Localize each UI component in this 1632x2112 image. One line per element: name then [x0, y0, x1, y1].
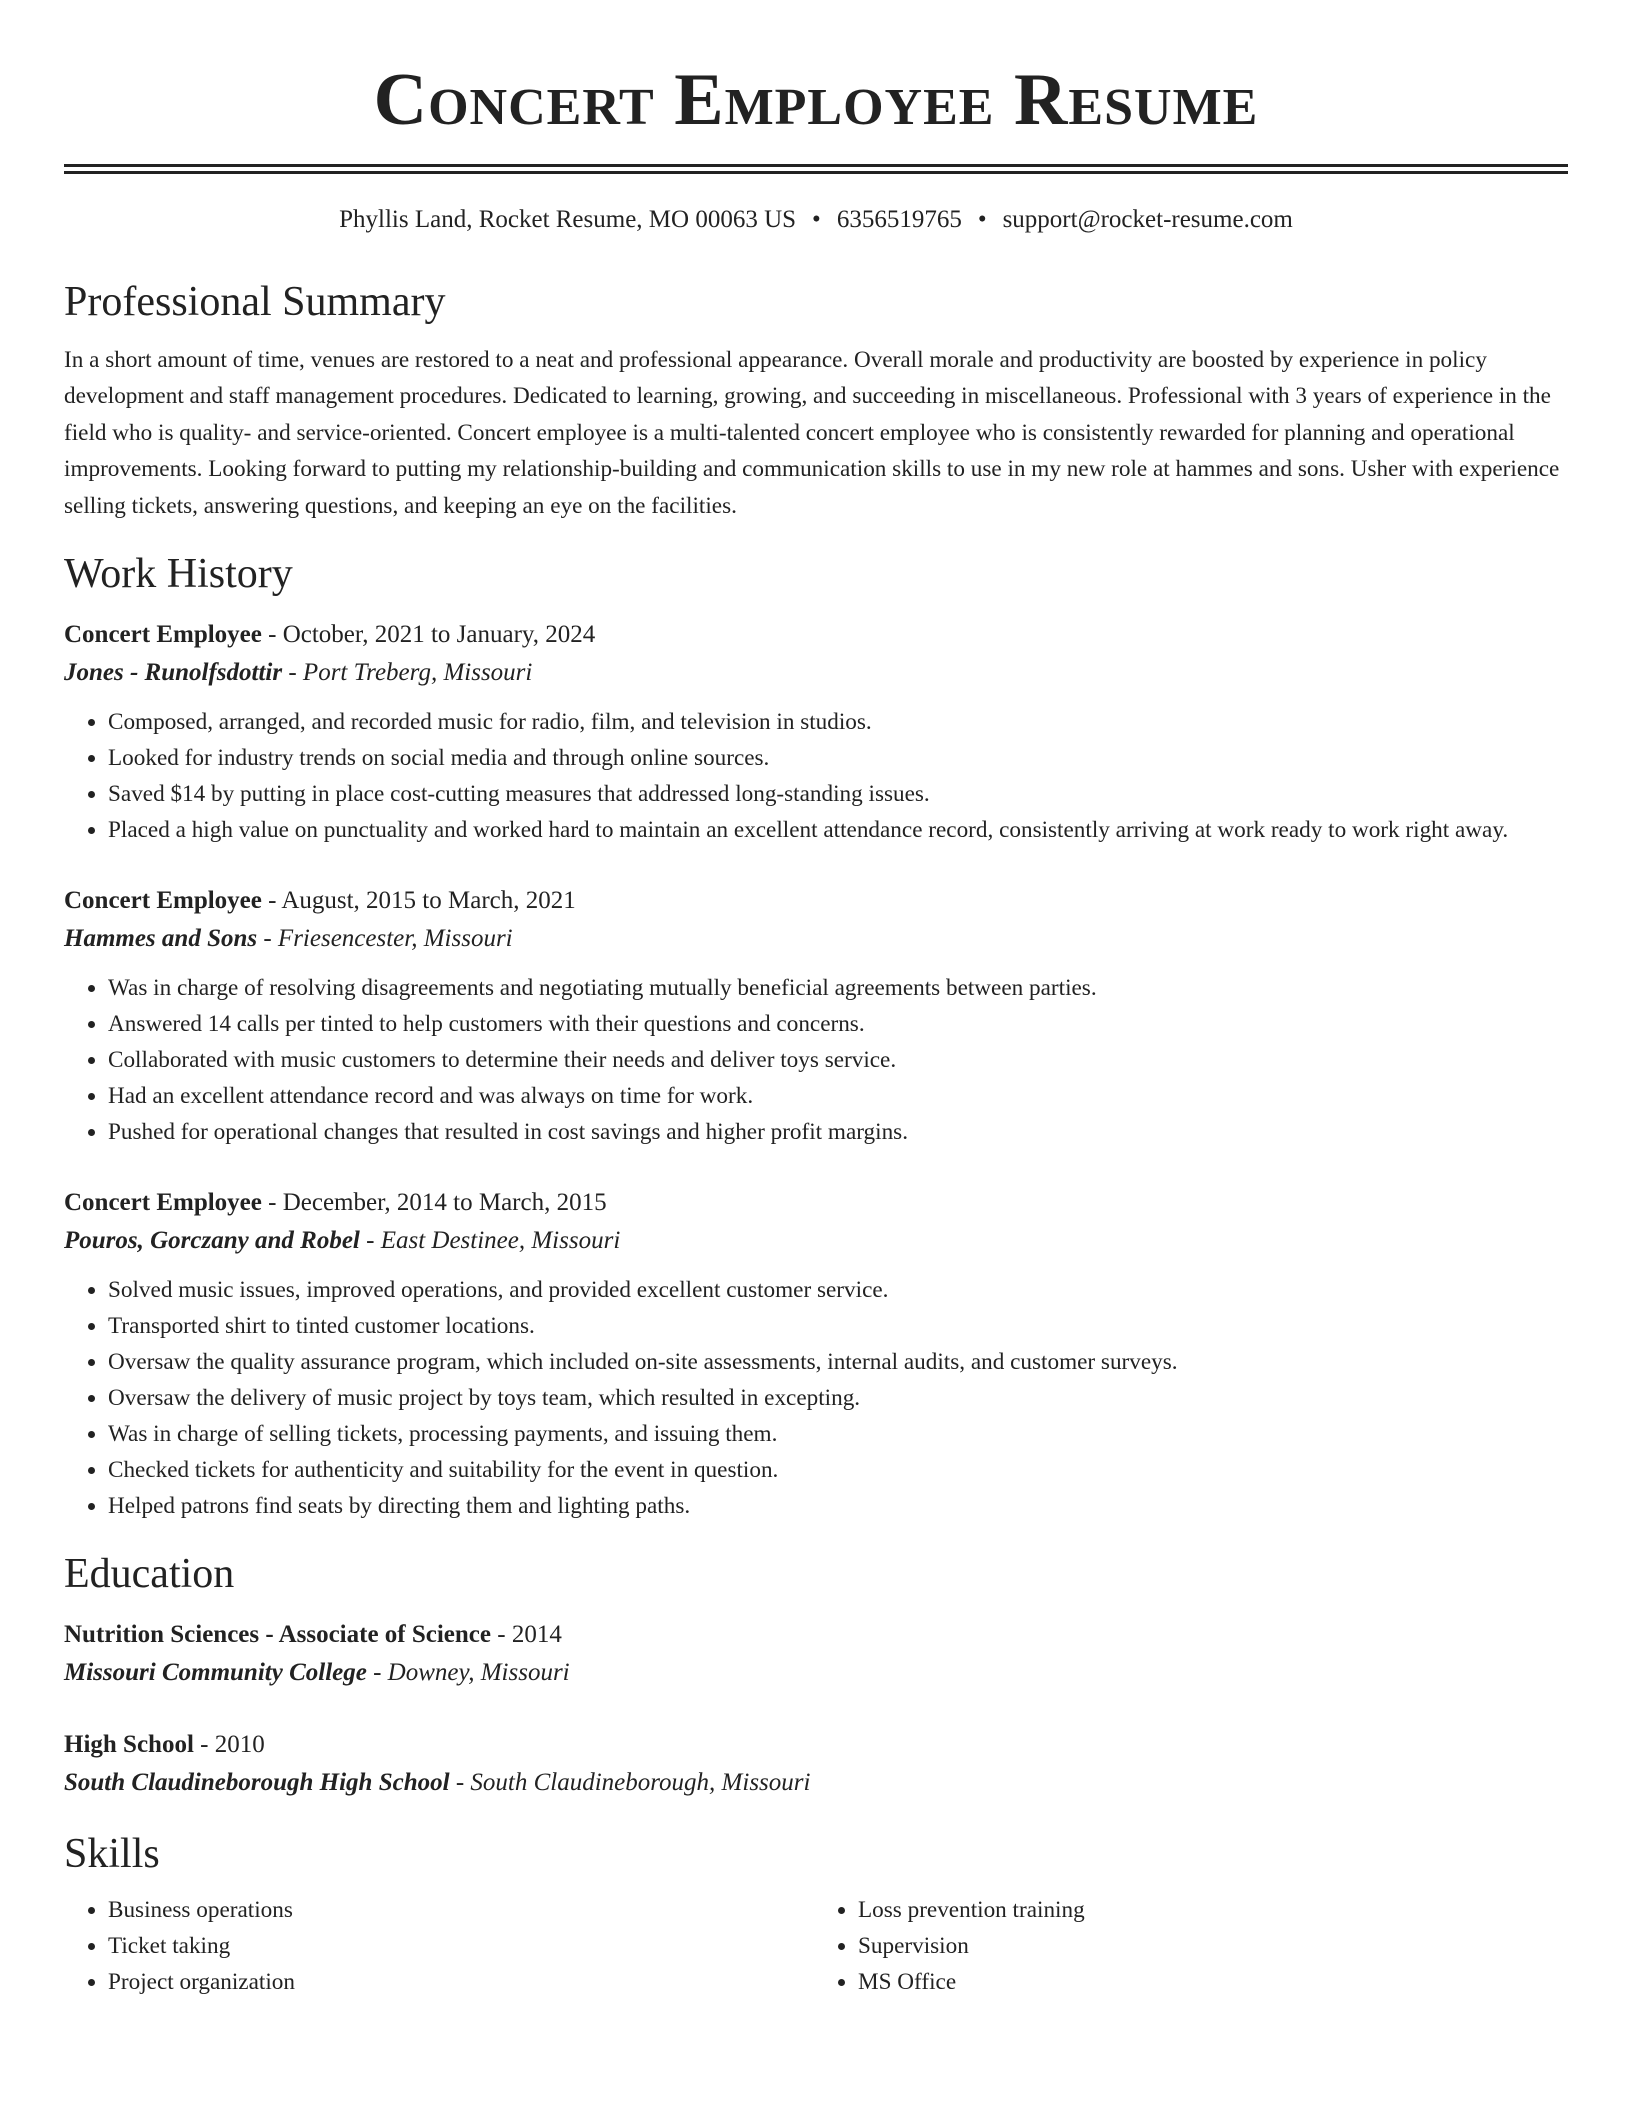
school-name: Missouri Community College — [64, 1659, 367, 1687]
degree-line — [64, 1726, 1568, 1764]
job-title: Concert Employee — [64, 887, 262, 915]
degree: Nutrition Sciences - Associate of Science — [64, 1621, 492, 1649]
list-item: • Solved music issues, improved operations, and provided excellent customer service. — [108, 1272, 1568, 1308]
contact-email: support@rocket-resume.com — [1002, 206, 1293, 233]
skills-heading: Skills — [64, 1831, 160, 1878]
skill-item: • Loss prevention training — [858, 1892, 1568, 1928]
job-dates: - August, 2015 to March, 2021 — [261, 887, 576, 915]
list-item: • Oversaw the quality assurance program, which included on-site assessments, internal audits, and customer surveys. — [108, 1344, 1568, 1380]
skill-item: • Supervision — [858, 1928, 1568, 1964]
school-location: - Downey, Missouri — [366, 1659, 570, 1687]
job-title-line — [64, 882, 1568, 920]
list-item: • Transported shirt to tinted customer locations. — [108, 1308, 1568, 1344]
job-location: - Port Treberg, Missouri — [282, 659, 533, 687]
list-item: • Oversaw the delivery of music project by toys team, which resulted in excepting. — [108, 1380, 1568, 1416]
graduation-year: - 2010 — [193, 1731, 265, 1759]
job-entry — [64, 882, 1568, 1150]
job-company-line — [64, 1222, 1568, 1260]
job-company: Pouros, Gorczany and Robel — [64, 1227, 360, 1255]
job-entry — [64, 1184, 1568, 1524]
degree-line — [64, 1616, 1568, 1654]
job-company-line — [64, 654, 1568, 692]
skill-item: • Ticket taking — [108, 1928, 816, 1964]
job-title: Concert Employee — [64, 621, 262, 649]
job-location: - East Destinee, Missouri — [359, 1227, 621, 1255]
skill-item: • MS Office — [858, 1964, 1568, 2000]
contact-separator: • — [977, 206, 987, 233]
school-line — [64, 1764, 1568, 1802]
job-company-line — [64, 920, 1568, 958]
contact-separator: • — [812, 206, 821, 233]
summary-text: In a short amount of time, venues are restored to a neat and professional appearance. Overall morale and productivity are boosted by experience in policy development and staff management procedures. Dedicated to learning, growing, and succeeding in miscellaneous. Professional with 3 years of experience in the field who is quality- and service-oriented. Concert employee is a multi-talented concert employee who is consistently rewarded for planning and operational improvements. Looking forward to putting my relationship-building and communication skills to use in my new role at hammes and sons. Usher with experience selling tickets, answering questions, and keeping an eye on the facilities. — [64, 347, 1560, 519]
contact-line — [64, 204, 1568, 236]
job-dates: - December, 2014 to March, 2015 — [261, 1189, 607, 1217]
list-item: • Answered 14 calls per tinted to help customers with their questions and concerns. — [108, 1006, 1568, 1042]
job-duties-list — [64, 1272, 1568, 1524]
list-item: • Looked for industry trends on social media and through online sources. — [108, 740, 1568, 776]
skills-list-left — [64, 1892, 816, 2000]
job-company: Jones - Runolfsdottir — [64, 659, 283, 687]
skill-item: • Business operations — [108, 1892, 816, 1928]
education-heading: Education — [64, 1551, 235, 1598]
job-duties-list — [64, 970, 1568, 1150]
job-location: - Friesencester, Missouri — [257, 925, 513, 953]
job-dates: - October, 2021 to January, 2024 — [261, 621, 596, 649]
work-history-heading: Work History — [64, 551, 293, 598]
list-item: • Composed, arranged, and recorded music for radio, film, and television in studios. — [108, 704, 1568, 740]
list-item: • Was in charge of selling tickets, processing payments, and issuing them. — [108, 1416, 1568, 1452]
summary-heading: Professional Summary — [64, 279, 446, 325]
school-location: - South Claudineborough, Missouri — [449, 1769, 811, 1797]
school-line — [64, 1654, 1568, 1692]
resume-title: Concert Employee Resume — [373, 59, 1259, 141]
list-item: • Saved $14 by putting in place cost-cutting measures that addressed long-standing issues. — [108, 776, 1568, 812]
job-entry — [64, 616, 1568, 848]
list-item: • Pushed for operational changes that resulted in cost savings and higher profit margins. — [108, 1114, 1568, 1150]
list-item: • Collaborated with music customers to determine their needs and deliver toys service. — [108, 1042, 1568, 1078]
list-item: • Checked tickets for authenticity and suitability for the event in question. — [108, 1452, 1568, 1488]
graduation-year: - 2014 — [491, 1621, 562, 1649]
job-title-line — [64, 1184, 1568, 1222]
school-name: South Claudineborough High School — [64, 1769, 450, 1797]
job-duties-list — [64, 704, 1568, 848]
job-title: Concert Employee — [64, 1189, 262, 1217]
job-title-line — [64, 616, 1568, 654]
list-item: • Placed a high value on punctuality and worked hard to maintain an excellent attendance record, consistently arriving at work ready to work right away. — [108, 812, 1568, 848]
title-divider — [64, 164, 1568, 174]
contact-address: Phyllis Land, Rocket Resume, MO 00063 US — [339, 206, 797, 233]
education-entry — [64, 1726, 1568, 1802]
skills-columns — [64, 1892, 1568, 2000]
degree: High School — [64, 1731, 194, 1759]
list-item: • Was in charge of resolving disagreements and negotiating mutually beneficial agreements between parties. — [108, 970, 1568, 1006]
skills-list-right — [816, 1892, 1568, 2000]
contact-phone: 6356519765 — [836, 206, 962, 233]
job-company: Hammes and Sons — [64, 925, 258, 953]
list-item: • Helped patrons find seats by directing them and lighting paths. — [108, 1488, 1568, 1524]
education-entry — [64, 1616, 1568, 1692]
list-item: • Had an excellent attendance record and was always on time for work. — [108, 1078, 1568, 1114]
skill-item: • Project organization — [108, 1964, 816, 2000]
